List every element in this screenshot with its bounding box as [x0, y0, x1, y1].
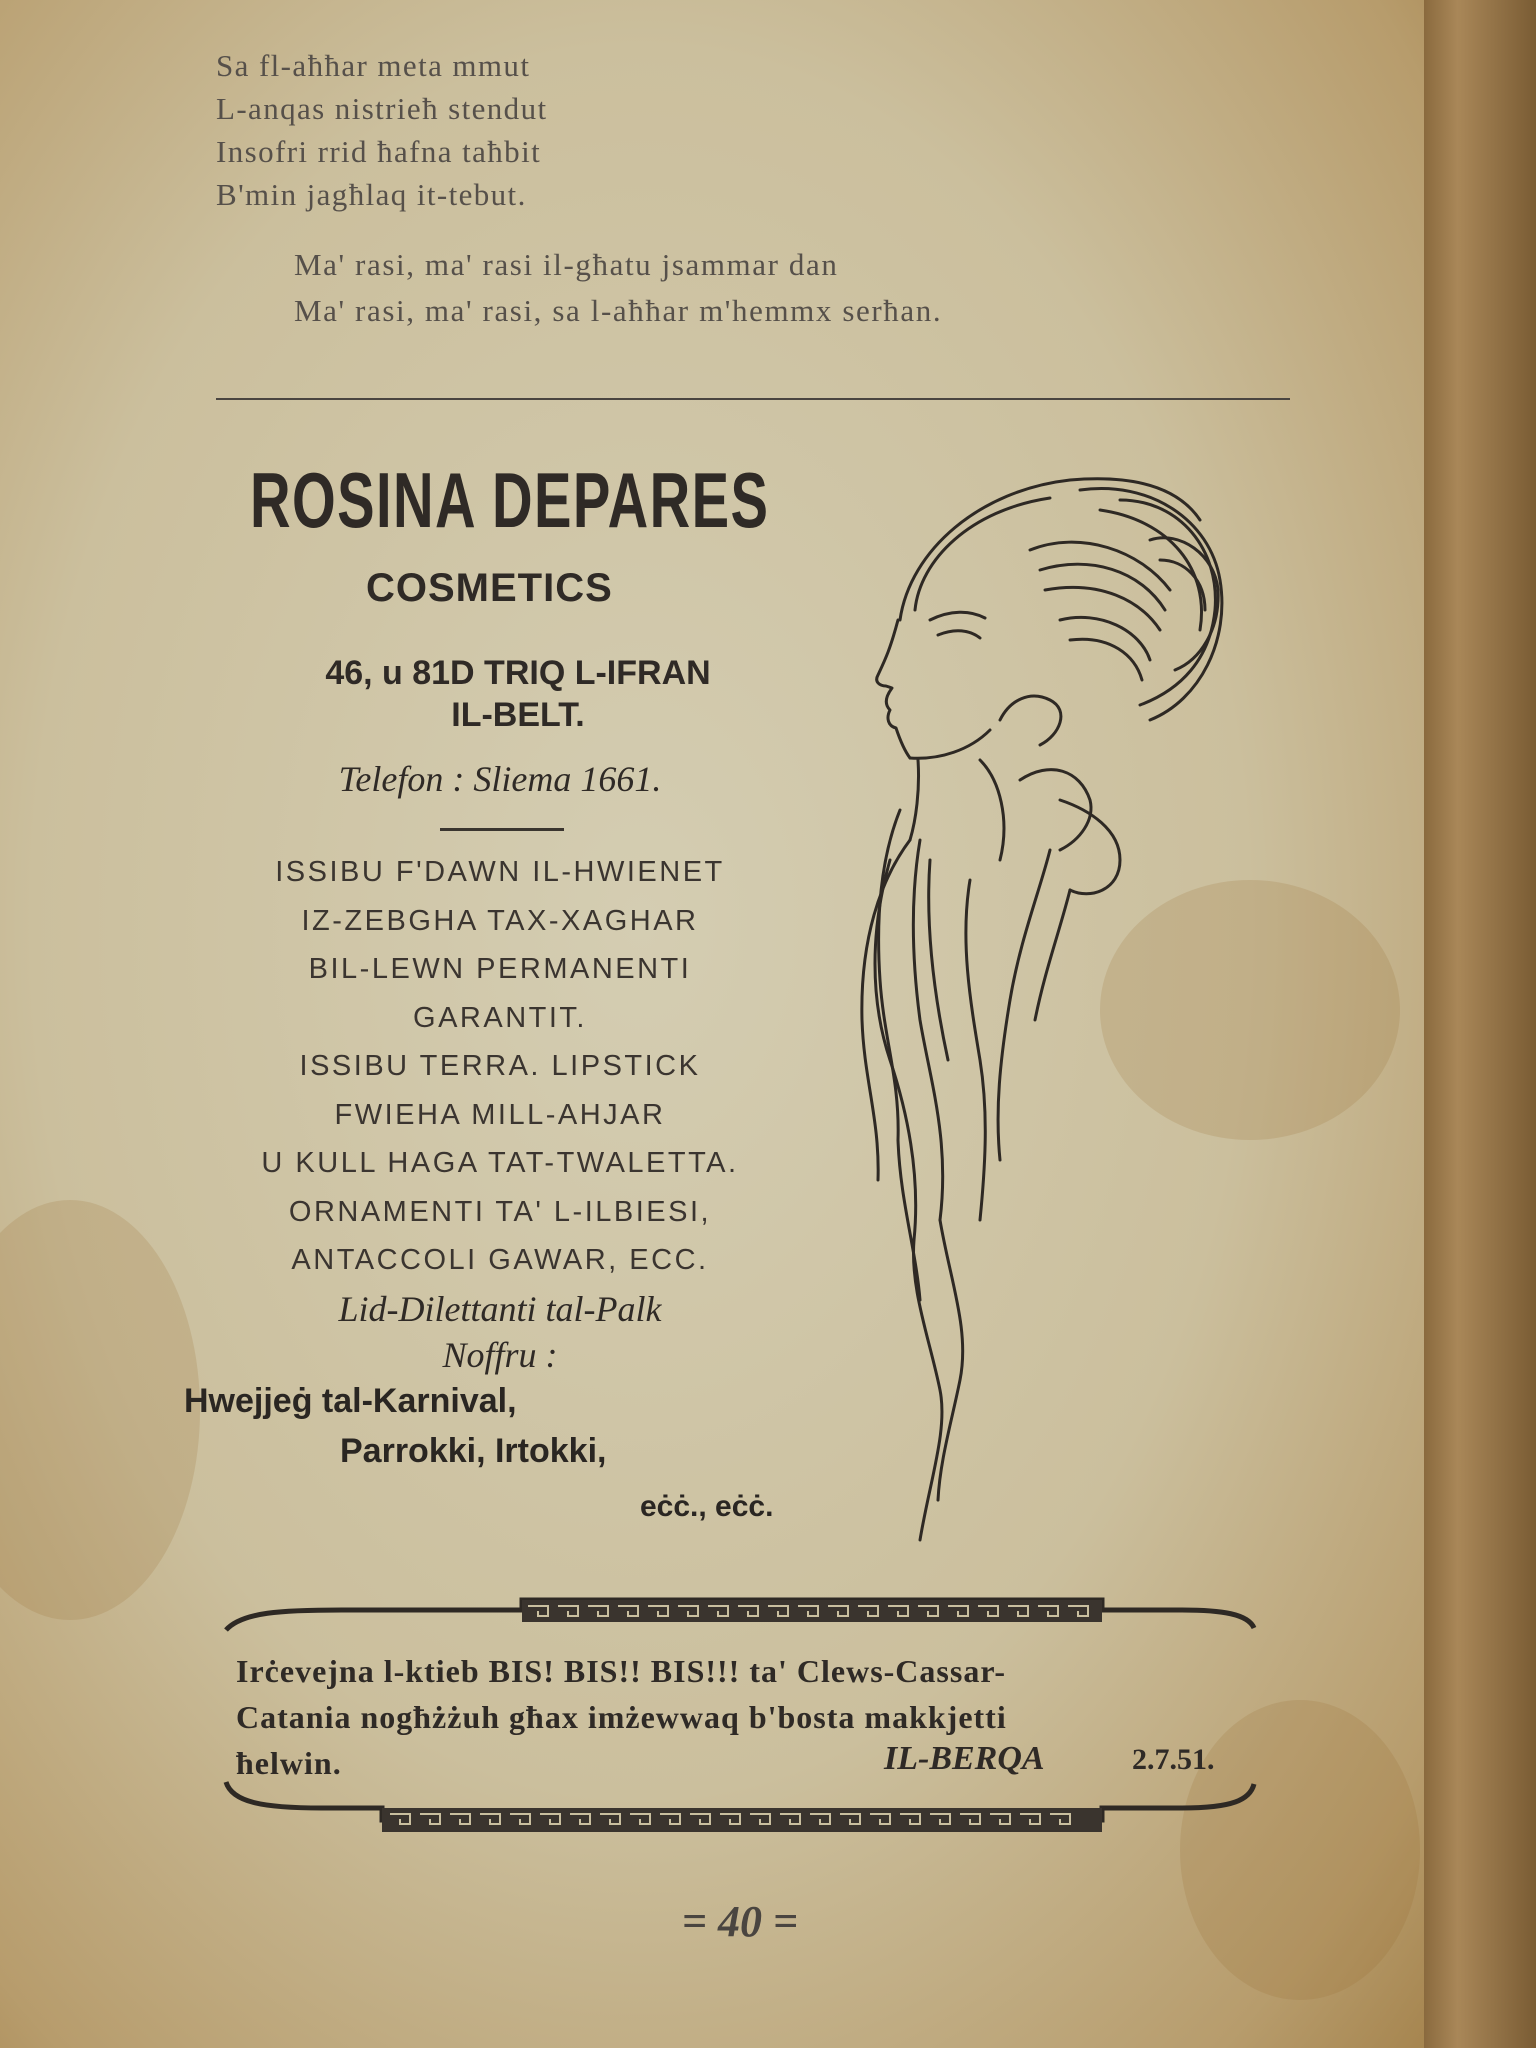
product-line: ISSIBU F'DAWN IL-HWIENET — [275, 856, 725, 888]
quote-source: IL-BERQA — [884, 1740, 1045, 1777]
address-line: IL-BELT. — [451, 696, 585, 734]
advert-dilettanti — [180, 1286, 820, 1378]
product-line: IZ-ZEBGHA TAX-XAGHAR — [301, 904, 699, 937]
product-line: U KULL HAGA TAT-TWALETTA. — [261, 1147, 739, 1179]
noffru-line: Noffru : — [442, 1335, 558, 1375]
product-line: BIL-LEWN PERMANENTI — [308, 953, 692, 985]
poem-chorus — [294, 242, 942, 334]
decorative-border-bottom — [222, 1778, 1258, 1842]
poem-line: L-anqas nistrieħ stendut — [216, 91, 548, 126]
quote-line: ħelwin. — [236, 1745, 342, 1781]
dilettanti-line: Lid-Dilettanti tal-Palk — [338, 1289, 662, 1329]
short-divider — [440, 828, 564, 831]
paper-stain — [0, 1200, 200, 1620]
advert-product-list — [180, 848, 820, 1285]
product-line: GARANTIT. — [413, 1001, 587, 1034]
advert-name: ROSINA DEPARES — [250, 456, 770, 544]
advert-telephone: Telefon : Sliema 1661. — [338, 759, 662, 799]
poem-verse — [216, 44, 547, 216]
quote-date: 2.7.51. — [1132, 1743, 1215, 1776]
section-divider — [216, 398, 1290, 400]
review-quote — [236, 1648, 1236, 1786]
quote-line: Irċevejna l-ktieb BIS! BIS!! BIS!!! ta' Clews-Cassar- — [236, 1653, 1006, 1689]
poem-line: Sa fl-aħħar meta mmut — [216, 48, 531, 83]
poem-line: B'min jagħlaq it-tebut. — [216, 177, 527, 212]
quote-line: Catania nogħżżuh għax imżewwaq b'bosta makkjetti — [236, 1699, 1007, 1735]
page-number: = 40 = — [681, 1897, 799, 1946]
advert-address — [258, 652, 778, 736]
product-line: ANTACCOLI GAWAR, ECC. — [291, 1244, 709, 1276]
offer-line: Hwejjeġ tal-Karnival, — [184, 1382, 517, 1420]
offer-line: eċċ., eċċ. — [640, 1490, 774, 1523]
product-line: ORNAMENTI TA' L-ILBIESI, — [288, 1195, 712, 1228]
woman-sketch-illustration — [820, 460, 1280, 1590]
decorative-border-top — [222, 1592, 1258, 1632]
offer-line: Parrokki, Irtokki, — [340, 1432, 607, 1470]
chorus-line: Ma' rasi, ma' rasi, sa l-aħħar m'hemmx serħan. — [294, 293, 943, 328]
product-line: ISSIBU TERRA. LIPSTICK — [299, 1050, 701, 1082]
poem-line: Insofri rrid ħafna taħbit — [216, 134, 542, 169]
book-edge — [1424, 0, 1536, 2048]
product-line: FWIEHA MILL-AHJAR — [334, 1098, 666, 1131]
address-line: 46, u 81D TRIQ L-IFRAN — [325, 654, 711, 692]
chorus-line: Ma' rasi, ma' rasi il-għatu jsammar dan — [294, 247, 839, 282]
advert-subtitle: COSMETICS — [366, 566, 613, 610]
